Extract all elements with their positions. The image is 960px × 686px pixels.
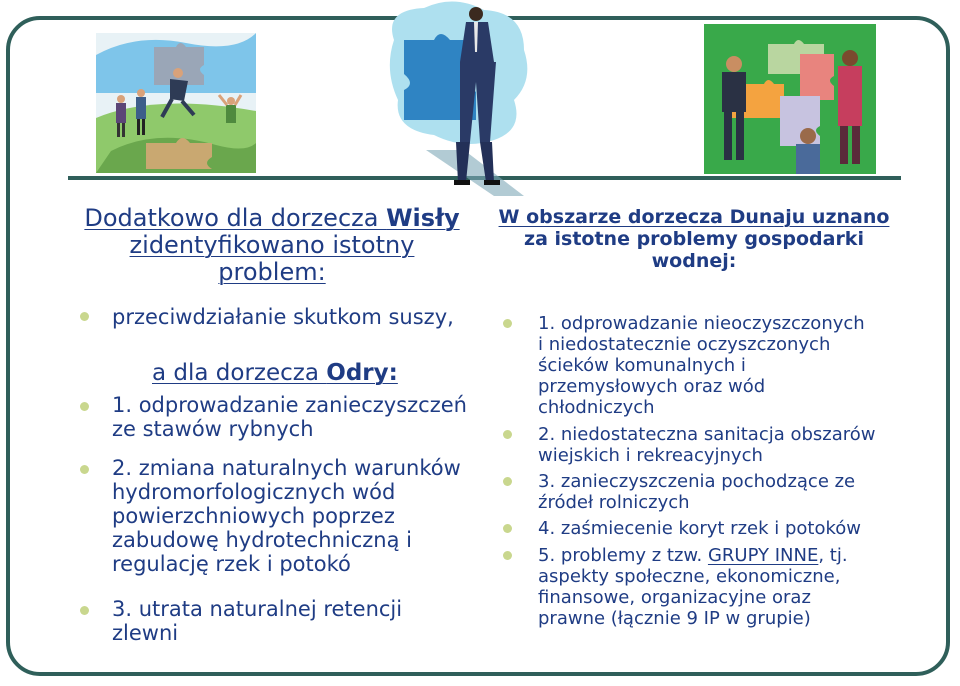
right-item-3: 3. zanieczyszczenia pochodzące ze źródeł rolniczych [538,471,856,513]
team-puzzle-clipart [704,24,876,174]
man-holding-puzzle-clipart [384,0,530,196]
bullet [80,606,89,615]
bullet [80,402,89,411]
left-item-3: 3. utrata naturalnej retencji zlewni [112,597,403,645]
left-item-drought: przeciwdziałanie skutkom suszy, [112,305,454,329]
right-item-2: 2. niedostateczna sanitacja obszarów wiejskich i rekreacyjnych [538,424,876,466]
bullet [80,312,89,321]
odra-subheading: a dla dorzecza Odry: [152,360,398,386]
bullet [503,477,512,486]
right-item-5: 5. problemy z tzw. GRUPY INNE, tj. aspekty społeczne, ekonomiczne, finansowe, organizacyjne oraz prawne (łącznie 9 IP w grupie) [538,545,848,629]
people-puzzle-clipart [96,33,256,173]
bullet [80,465,89,474]
right-item-1: 1. odprowadzanie nieoczyszczonych i niedostatecznie oczyszczonych ścieków komunalnych i przemysłowych oraz wód chłodniczych [538,313,865,418]
left-item-2: 2. zmiana naturalnych warunków hydromorfologicznych wód powierzchniowych poprzez zabudowę hydrotechniczną i regulację rzek i potokó [112,456,461,576]
grupy-inne-link[interactable]: GRUPY INNE [707,545,819,566]
left-heading: Dodatkowo dla dorzecza Wisły zidentyfikowano istotny problem: [84,204,460,286]
right-item-4: 4. zaśmiecenie koryt rzek i potoków [538,518,861,539]
bullet [503,319,512,328]
wisla-emphasis: Wisły [386,204,460,232]
bullet [503,524,512,533]
bullet [503,430,512,439]
bullet [503,551,512,560]
left-item-1: 1. odprowadzanie zanieczyszczeń ze stawów rybnych [112,393,467,441]
right-heading: W obszarze dorzecza Dunaju uznano za istotne problemy gospodarki wodnej: [498,206,890,272]
